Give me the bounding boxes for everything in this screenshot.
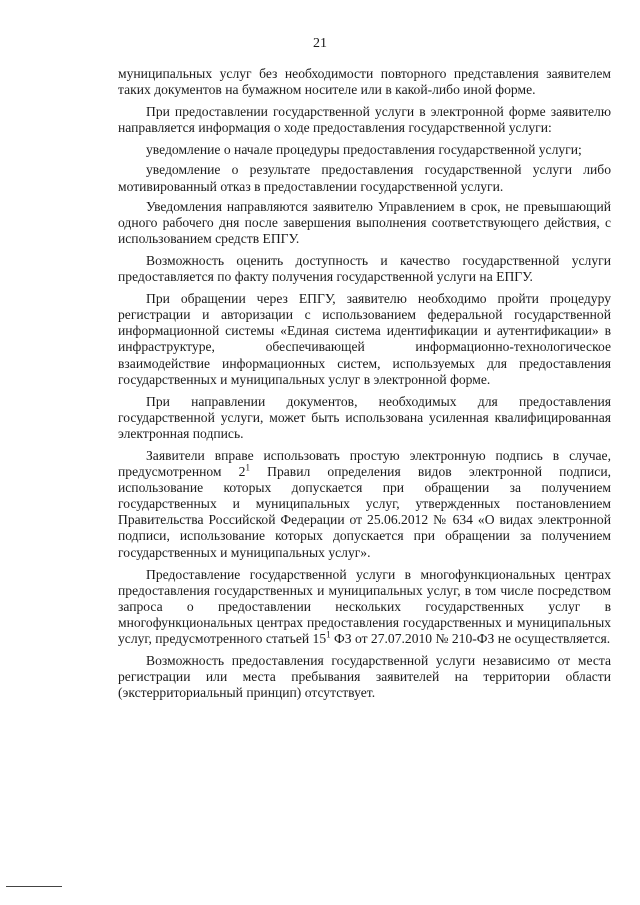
paragraph-mfc-services bbox=[118, 567, 611, 647]
paragraph-mfc-services-part-a: Предоставление государственной услуги в многофункциональных центрах предоставления государственных и муниципальных услуг, в том числе посредством запроса о предоставлении нескольких государственных услуг в многофункциональных центрах предоставления государственных и муниципальных услуг, предусмотренного статьей 15 bbox=[118, 566, 611, 646]
paragraph-qualified-signature: При направлении документов, необходимых для предоставления государственной услуги, может быть использована усиленная квалифицированная электронная подпись. bbox=[118, 393, 611, 441]
paragraph-simple-signature bbox=[118, 448, 611, 561]
paragraph-continuation: муниципальных услуг без необходимости повторного представления заявителем таких документов на бумажном носителе или в какой-либо иной форме. bbox=[118, 66, 611, 98]
footer-divider bbox=[6, 886, 62, 887]
paragraph-notification-deadline: Уведомления направляются заявителю Управлением в срок, не превышающий одного рабочего дня после завершения выполнения соответствующего действия, с использованием средств ЕПГУ. bbox=[118, 198, 611, 246]
paragraph-start-notification: уведомление о начале процедуры предоставления государственной услуги; bbox=[146, 142, 582, 158]
paragraph-extraterritorial-principle: Возможность предоставления государственной услуги независимо от места регистрации или места пребывания заявителей на территории области (экстерриториальный принцип) отсутствует. bbox=[118, 653, 611, 701]
paragraph-simple-signature-part-b: Правил определения видов электронной подписи, использование которых допускается при обращении за получением государственных и муниципальных услуг, утвержденных постановлением Правительства Российской Федерации от 25.06.2012 № 634 «О видах электронной подписи, использование которых допускается при обращении за получением государственных и муниципальных услуг». bbox=[118, 464, 611, 560]
paragraph-mfc-services-part-b: ФЗ от 27.07.2010 № 210-ФЗ не осуществляется. bbox=[330, 631, 611, 646]
footnote-superscript: 1 bbox=[245, 462, 250, 473]
paragraph-epgu-registration: При обращении через ЕПГУ, заявителю необходимо пройти процедуру регистрации и авторизации с использованием федеральной государственной информационной системы «Единая система идентификации и аутентификации» в инфраструктуре, обеспечивающей информационно-технологическое взаимодействие информационных систем, используемых для предоставления государственных и муниципальных услуг в электронной форме. bbox=[118, 291, 611, 387]
document-body bbox=[118, 66, 611, 707]
page-number: 21 bbox=[313, 36, 327, 51]
article-superscript: 1 bbox=[326, 629, 331, 640]
paragraph-simple-signature-part-a: Заявители вправе использовать простую электронную подпись в случае, предусмотренном 2 bbox=[118, 447, 611, 480]
paragraph-electronic-form-info: При предоставлении государственной услуги в электронной форме заявителю направляется информация о ходе предоставления государственной услуги: bbox=[118, 104, 611, 136]
paragraph-result-notification: уведомление о результате предоставления государственной услуги либо мотивированный отказ в предоставлении государственной услуги. bbox=[118, 162, 611, 194]
paragraph-quality-evaluation: Возможность оценить доступность и качество государственной услуги предоставляется по факту получения государственной услуги на ЕПГУ. bbox=[118, 252, 611, 285]
